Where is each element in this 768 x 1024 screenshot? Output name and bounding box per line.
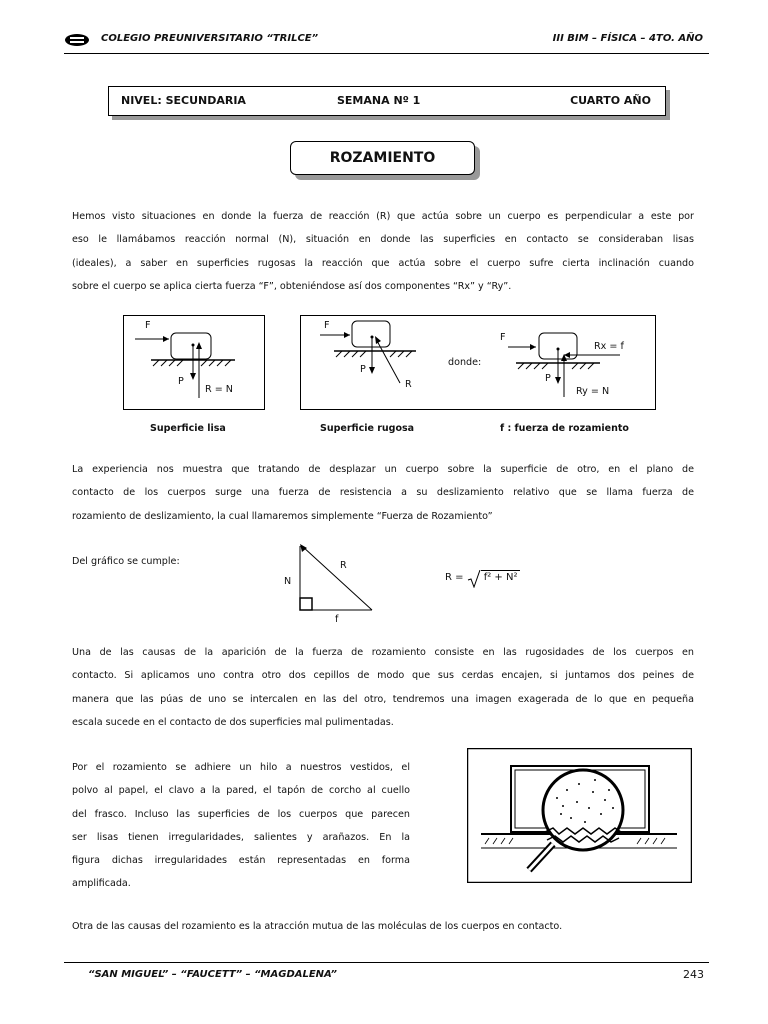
- info-box: [108, 86, 666, 116]
- text-line: sobre el cuerpo se aplica cierta fuerza “F”, obteniéndose así dos componentes “Rx” y “Ry”.: [72, 280, 512, 292]
- reaction-r-label: R: [405, 379, 412, 390]
- weight-p-label-rough: P: [360, 364, 366, 375]
- text-line: contacto. Si aplicamos uno contra otro dos cepillos de modo que sus cerdas encajen, si juntamos dos peines de: [72, 670, 694, 682]
- text-line: contacto de los cuerpos surge una fuerza de resistencia a su deslizamiento relativo que se llama fuerza de: [72, 487, 694, 499]
- graph-intro: Del gráfico se cumple:: [72, 556, 180, 567]
- force-f-label-components: F: [500, 332, 506, 343]
- ry-label: Ry = N: [576, 386, 610, 397]
- triangle-f-label: f: [335, 614, 339, 625]
- experience-paragraph: [72, 458, 694, 528]
- footer-rule: [64, 962, 709, 963]
- force-triangle-diagram: [290, 540, 380, 615]
- text-line: figura dichas irregularidades están representadas en forma: [72, 855, 410, 867]
- formula-rhs: f² + N²: [483, 572, 518, 583]
- text-line: polvo al papel, el clavo a la pared, el tapón de corcho al cuello: [72, 785, 410, 797]
- page-title: ROZAMIENTO: [290, 141, 475, 175]
- grado-label: CUARTO AÑO: [570, 94, 651, 107]
- semana-label: SEMANA Nº 1: [337, 94, 421, 107]
- intro-paragraph: [72, 205, 694, 298]
- magnified-surface-illustration: [467, 748, 692, 883]
- caption-fuerza: f : fuerza de rozamiento: [500, 423, 629, 434]
- adhesion-paragraph: [72, 756, 410, 896]
- weight-p-label-components: P: [545, 373, 551, 384]
- weight-p-label: P: [178, 376, 184, 387]
- causes-paragraph: [72, 641, 694, 734]
- school-name: COLEGIO PREUNIVERSITARIO “TRILCE”: [101, 33, 319, 44]
- sqrt-icon: [467, 570, 481, 588]
- triangle-r-label: R: [340, 560, 347, 571]
- formula-lhs: R =: [445, 572, 464, 583]
- text-line: ser lisas tienen irregularidades, salientes y arañazos. En la: [72, 831, 410, 843]
- text-line: rozamiento de deslizamiento, la cual llamaremos simplemente “Fuerza de Rozamiento”: [72, 510, 493, 522]
- text-line: La experiencia nos muestra que tratando de desplazar un cuerpo sobre la superficie de otro, en el plano de: [72, 464, 694, 475]
- caption-lisa: Superficie lisa: [150, 423, 226, 434]
- text-line: Hemos visto situaciones en donde la fuerza de reacción (R) que actúa sobre un cuerpo es perpendicular a este por: [72, 211, 694, 222]
- donde-label: donde:: [448, 357, 482, 368]
- formula-radicand: [481, 570, 521, 583]
- page-number: 243: [683, 968, 704, 981]
- text-line: (ideales), a saber en superficies rugosas la reacción que actúa sobre el cuerpo sufre cierta inclinación cuando: [72, 257, 694, 269]
- text-line: Una de las causas de la aparición de la fuerza de rozamiento consiste en las rugosidades de los cuerpos en: [72, 647, 694, 658]
- triangle-n-label: N: [284, 576, 292, 587]
- text-line: escala sucede en el contacto de dos superficies mal pulimentadas.: [72, 716, 394, 728]
- nivel-label: NIVEL: SECUNDARIA: [121, 94, 246, 107]
- text-line: amplificada.: [72, 878, 131, 890]
- footer-campuses: “SAN MIGUEL” – “FAUCETT” – “MAGDALENA”: [88, 969, 337, 980]
- pythagoras-formula: [445, 570, 520, 583]
- attraction-sentence: Otra de las causas del rozamiento es la atracción mutua de las moléculas de los cuerpos en contacto.: [72, 921, 563, 932]
- page-header: [64, 30, 709, 50]
- term-label: III BIM – FÍSICA – 4TO. AÑO: [552, 33, 703, 44]
- caption-rugosa: Superficie rugosa: [320, 423, 415, 434]
- text-line: eso le llamábamos reacción normal (N), situación en donde las superficies en contacto se consideraban lisas: [72, 234, 694, 246]
- text-line: Por el rozamiento se adhiere un hilo a nuestros vestidos, el: [72, 762, 410, 773]
- header-rule: [64, 53, 709, 54]
- rx-label: Rx = f: [594, 341, 624, 352]
- trilce-logo-icon: [64, 33, 90, 47]
- force-f-label-rough: F: [324, 320, 330, 331]
- text-line: manera que las púas de uno se intercalen en las del otro, tendremos una imagen exagerada de lo que en pequeña: [72, 693, 694, 705]
- force-f-label: F: [145, 320, 151, 331]
- text-line: del frasco. Incluso las superficies de los cuerpos que parecen: [72, 808, 410, 820]
- r-equals-n-label: R = N: [205, 384, 233, 395]
